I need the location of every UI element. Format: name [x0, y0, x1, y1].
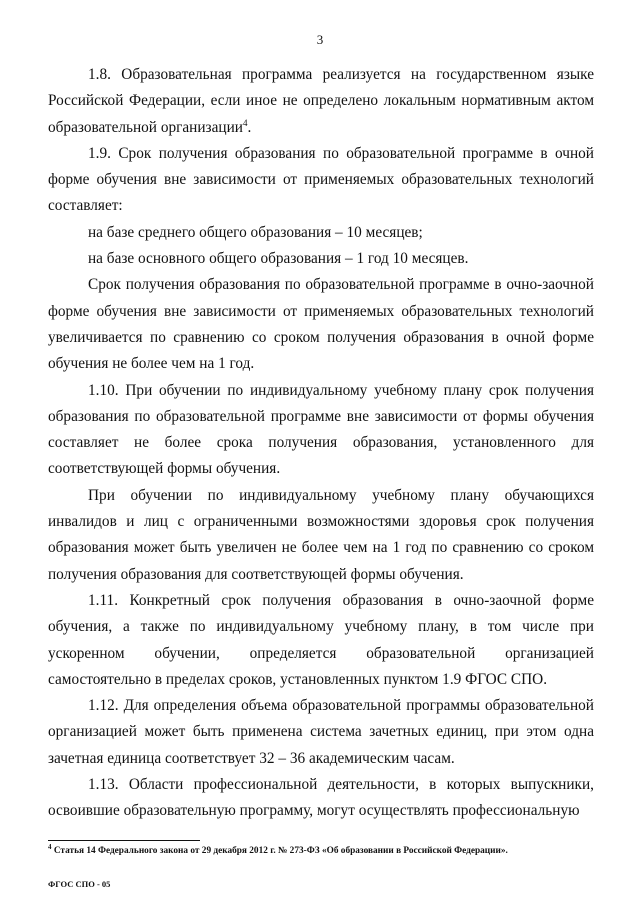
footnote-divider	[48, 840, 200, 841]
paragraph-1-13: 1.13. Области профессиональной деятельности, в которых выпускники, освоившие образовательную программу, могут осуществлять профессиональную	[48, 776, 594, 820]
paragraph-1-12: 1.12. Для определения объема образовательной программы образовательной организацией может быть применена система зачетных единиц, при этом одна зачетная единица соответствует 32 – 36 академическим часам.	[48, 697, 594, 767]
paragraph-text: 1.8. Образовательная программа реализуется на государственном языке Российской Федерации, если иное не определено локальным нормативным актом образовательной организации	[48, 66, 594, 136]
document-body	[48, 62, 594, 825]
page-footer: ФГОС СПО - 05	[48, 879, 111, 889]
footnote-reference[interactable]: 4	[242, 117, 248, 128]
footnote	[48, 842, 608, 857]
paragraph-secondary-base: на базе среднего общего образования – 10 месяцев;	[88, 223, 423, 241]
paragraph-1-9: 1.9. Срок получения образования по образовательной программе в очной форме обучения вне зависимости от применяемых образовательных технологий составляет:	[48, 144, 594, 215]
page-number: 3	[316, 32, 324, 47]
footnote-text: Статья 14 Федерального закона от 29 декабря 2012 г. № 273-ФЗ «Об образовании в Российской Федерации».	[51, 846, 508, 856]
paragraph-1-8	[48, 62, 594, 141]
paragraph-1-10: 1.10. При обучении по индивидуальному учебному плану срок получения образования по образовательной программе вне зависимости от формы обучения составляет не более срока получения образования, установленного для соответствующей формы обучения.	[48, 381, 594, 478]
paragraph-basic-base: на базе основного общего образования – 1 год 10 месяцев.	[88, 250, 469, 268]
paragraph-trailing: .	[247, 118, 252, 136]
paragraph-disabilities: При обучении по индивидуальному учебному плану обучающихся инвалидов и лиц с ограниченными возможностями здоровья срок получения образования может быть увеличен не более чем на 1 год по сравнению со сроком получения образования для соответствующей формы обучения.	[48, 486, 594, 583]
paragraph-1-11: 1.11. Конкретный срок получения образования в очно-заочной форме обучения, а также по индивидуальному учебному плану, в том числе при ускоренном обучении, определяется образовательной организацией самостоятельно в пределах сроков, установленных пунктом 1.9 ФГОС СПО.	[48, 591, 594, 688]
paragraph-part-time-term: Срок получения образования по образовательной программе в очно-заочной форме обучения вне зависимости от применяемых образовательных технологий увеличивается по сравнению со сроком получения образования в очной форме обучения не более чем на 1 год.	[48, 276, 594, 373]
footnote-mark: 4	[48, 842, 52, 851]
